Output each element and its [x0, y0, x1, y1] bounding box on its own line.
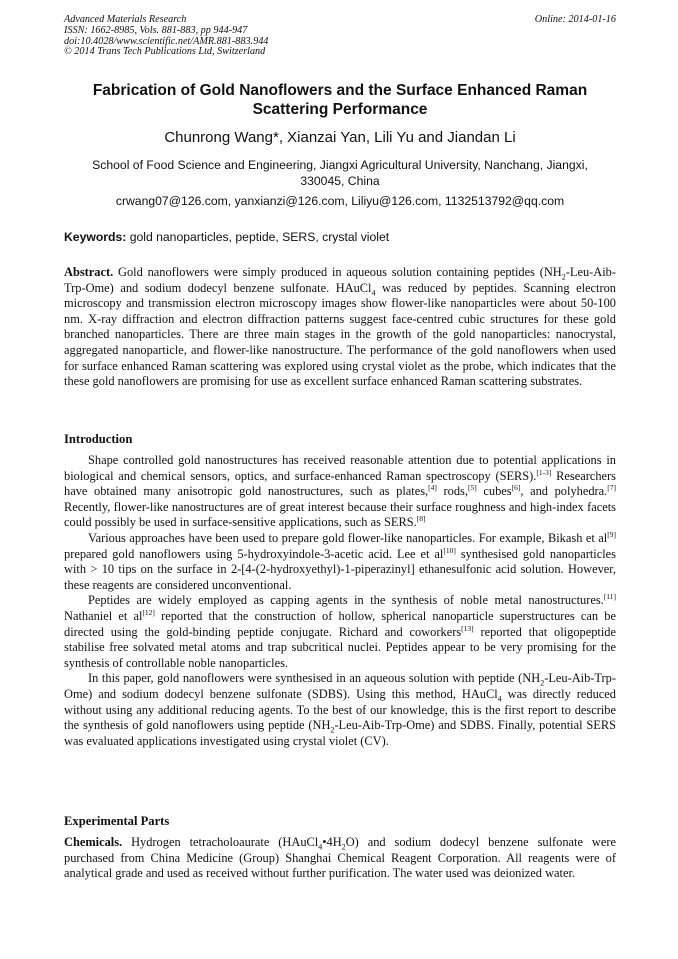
paragraph-text: synthesised gold nanoparticles with > 10 tips on the surface in 2-[4-(2-hydroxyethyl)-1-piperazinyl] ethanesulfonic acid solution. However, these reagents are considered unconventional.	[64, 546, 616, 592]
subscript: 2	[540, 678, 545, 688]
paragraph-text: was directly reduced without using any additional reducing agents. To the best of our knowledge, this is the first report to describe the synthesis of gold nanoflowers using peptide (NH	[64, 686, 616, 733]
citation-ref[interactable]: [4]	[428, 483, 437, 493]
intro-paragraph-3	[64, 593, 616, 671]
abstract-text: Gold nanoflowers were simply produced in aqueous solution containing peptides (NH	[113, 265, 562, 279]
chemicals-paragraph	[64, 835, 616, 882]
paragraph-text: Researchers have obtained many anisotropic gold nanostructures, such as plates,	[64, 468, 616, 499]
paragraph-text: Various approaches have been used to prepare gold flower-like nanoparticles. For example, Bikash et al	[88, 530, 608, 545]
title-line-1: Fabrication of Gold Nanoflowers and the Surface Enhanced Raman	[92, 82, 588, 99]
intro-paragraph-4	[64, 671, 616, 749]
author-emails[interactable]: crwang07@126.com, yanxianzi@126.com, Liliyu@126.com, 1132513792@qq.com	[115, 194, 565, 208]
subscript: 2	[330, 725, 335, 735]
paragraph-text: , and polyhedra.	[520, 484, 608, 499]
journal-name: Advanced Materials Research	[64, 14, 187, 25]
subscript: 4	[318, 842, 323, 852]
affiliation-line-2: 330045, China	[300, 174, 380, 188]
introduction-body	[64, 453, 616, 749]
intro-paragraph-1	[64, 453, 616, 531]
citation-ref[interactable]: [11]	[603, 592, 616, 602]
issn-line: ISSN: 1662-8985, Vols. 881-883, pp 944-947	[64, 24, 248, 36]
citation-ref[interactable]: [13]	[461, 623, 474, 633]
affiliation	[64, 157, 616, 189]
abstract-label: Abstract.	[64, 265, 114, 279]
abstract-text: was reduced by peptides. Scanning electron microscopy and transmission electron microscopy images show flower-like nanoparticles were about 50-100 nm. X-ray diffraction and electron diffraction patterns suggest face-centred cubic structures for these gold branched nanoparticles. There are three main stages in the growth of the gold nanoparticles: nanocrystal, aggregated nanoparticle, and flower-like nanostructure. The performance of the gold nanoflowers when used for surface enhanced Raman scattering was explored using crystal violet as the probe, which indicates that the these gold nanoflowers are promising for use as excellent surface enhanced Raman scattering substrates.	[64, 280, 616, 389]
paragraph-text: Recently, flower-like nanostructures are of great interest because their surface roughness and high-index facets could possibly be used in surface-sensitive applications, such as SERS.	[64, 499, 616, 530]
journal-header	[64, 15, 616, 58]
paragraph-text: -Leu-Aib-Trp-Ome) and sodium dodecyl benzene sulfonate (SDBS). Using this method, HAuCl	[64, 671, 616, 701]
paragraph-text: In this paper, gold nanoflowers were synthesised in an aqueous solution with peptide (NH	[88, 671, 541, 686]
paragraph-text: reported that the construction of hollow, spherical nanoparticle superstructures can be directed using the gold-binding peptide conjugate. Richard and coworkers	[64, 608, 616, 639]
abstract	[64, 265, 616, 390]
citation-ref[interactable]: [9]	[607, 529, 616, 539]
author-list: Chunrong Wang*, Xianzai Yan, Lili Yu and Jiandan Li	[164, 129, 516, 146]
paragraph-text: Shape controlled gold nanostructures has received reasonable attention due to potential applications in biological and chemical sensors, optics, and surface-enhanced Raman spectroscopy (SERS).	[64, 453, 616, 483]
paragraph-text: prepared gold nanoflowers using 5-hydroxyindole-3-acetic acid. Lee et al	[64, 546, 444, 561]
paragraph-text: Peptides are widely employed as capping agents in the synthesis of noble metal nanostructures.	[88, 593, 604, 608]
keywords-label: Keywords:	[64, 230, 127, 244]
citation-ref[interactable]: [5]	[467, 483, 477, 493]
paragraph-text: Nathaniel et al	[64, 608, 143, 623]
subscript: 2	[341, 842, 346, 852]
paragraph-text: O) and sodium dodecyl benzene sulfonate were purchased from China Medicine (Group) Shanghai Chemical Reagent Corporation. All reagents were of analytical grade and used as received without further purification. The water used was deionized water.	[64, 835, 616, 881]
paragraph-text: Hydrogen tetracholoaurate (HAuCl	[122, 835, 319, 849]
abstract-text: -Leu-Aib-Trp-Ome) and sodium dodecyl benzene sulfonate. HAuCl	[64, 265, 616, 295]
affiliation-line-1: School of Food Science and Engineering, Jiangxi Agricultural University, Nanchang, Jiangxi,	[92, 158, 588, 172]
intro-paragraph-2	[64, 531, 616, 593]
online-date: Online: 2014-01-16	[534, 14, 616, 25]
citation-ref[interactable]: [7]	[607, 483, 616, 493]
citation-ref[interactable]: [10]	[443, 545, 456, 555]
citation-ref[interactable]: [12]	[142, 607, 155, 617]
title-line-2: Scattering Performance	[252, 101, 428, 118]
paper-title	[64, 81, 616, 119]
subscript: 4	[497, 694, 502, 704]
citation-ref[interactable]: [8]	[416, 514, 426, 524]
citation-ref[interactable]: [1-3]	[536, 467, 552, 477]
doi-line[interactable]: doi:10.4028/www.scientific.net/AMR.881-883.944	[64, 35, 269, 47]
subscript: 4	[371, 288, 376, 298]
paragraph-text: -Leu-Aib-Trp-Ome) and SDBS. Finally, potential SERS was evaluated applications investigated using crystal violet (CV).	[64, 718, 616, 748]
citation-ref[interactable]: [6]	[511, 483, 521, 493]
paragraph-text: cubes	[476, 484, 512, 499]
section-heading-experimental: Experimental Parts	[64, 814, 170, 828]
paragraph-text: •4H	[322, 835, 342, 849]
subscript: 2	[561, 272, 566, 282]
chemicals-label: Chemicals.	[64, 835, 123, 849]
keywords-text: gold nanoparticles, peptide, SERS, crystal violet	[126, 230, 390, 244]
section-heading-introduction: Introduction	[64, 432, 133, 446]
keywords	[64, 229, 616, 245]
paragraph-text: reported that oligopeptide stabilise free solvated metal atoms and trap subcritical nuclei. Peptides appear to be very promising for the synthesis of controllable noble nanoparticles.	[64, 624, 616, 670]
paragraph-text: rods,	[436, 484, 468, 499]
copyright-line: © 2014 Trans Tech Publications Ltd, Switzerland	[64, 46, 266, 58]
